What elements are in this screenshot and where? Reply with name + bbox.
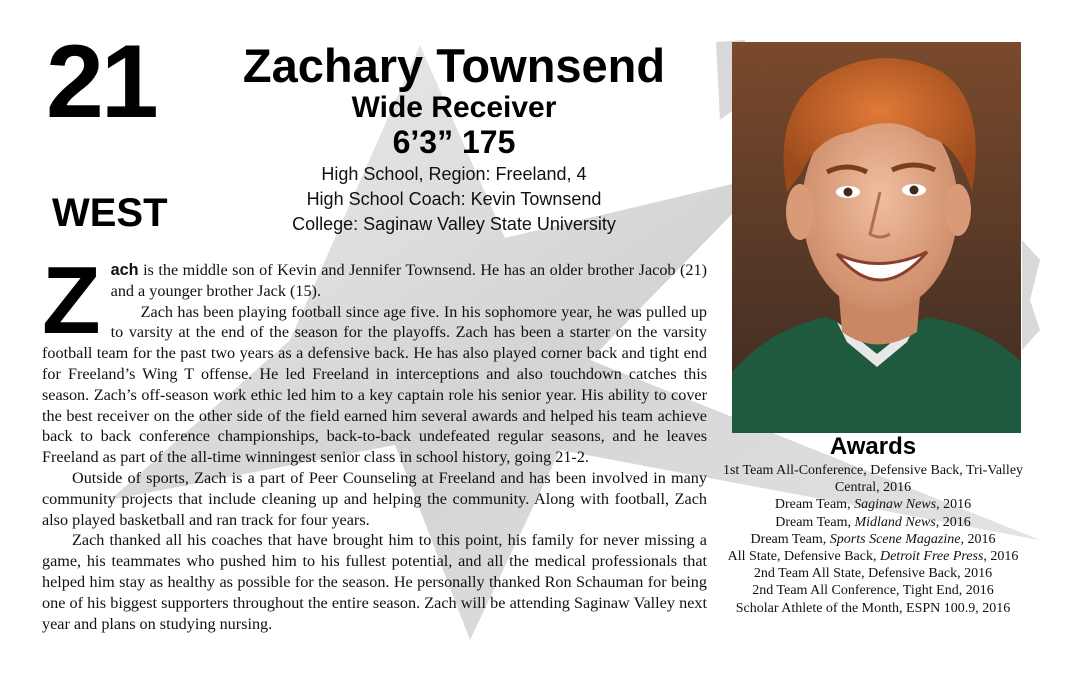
award-item: Dream Team, Saginaw News, 2016 [774, 497, 972, 513]
player-header [196, 40, 712, 237]
drop-cap: Z [42, 247, 101, 354]
award-item: Dream Team, Sports Scene Magazine, 2016 [750, 531, 996, 547]
biography [42, 247, 707, 634]
team-label: WEST [52, 191, 168, 235]
award-item: Dream Team, Midland News, 2016 [775, 514, 971, 530]
player-name: Zachary Townsend [242, 39, 666, 92]
award-item: 2nd Team All Conference, Tight End, 2016 [752, 583, 994, 599]
award-item: 1st Team All-Conference, Defensive Back, Tri-Valley Central, 2016 [722, 463, 1024, 496]
award-item: 2nd Team All State, Defensive Back, 2016 [753, 566, 993, 582]
player-info [196, 162, 712, 237]
bio-paragraph-4: Zach thanked all his coaches that have brought him to this point, his family for never missing a game, his teammates who pushed him to his fullest potential, and all the medical professionals that helped him stay as healthy as possible for the season. He personally thanked Ron Schauman for being one of his biggest supporters throughout the entire season. Zach will be attending Saginaw Valley next year and plans on studying nursing. [42, 531, 707, 633]
awards-section [722, 432, 1024, 617]
high-school-coach: High School Coach: Kevin Townsend [306, 189, 602, 209]
award-item: Scholar Athlete of the Month, ESPN 100.9, 2016 [735, 600, 1011, 616]
player-position: Wide Receiver [351, 91, 557, 124]
michigan-outline-lower-graphic [1022, 240, 1040, 350]
awards-list [722, 462, 1024, 617]
bio-paragraph-1-text: is the middle son of Kevin and Jennifer Townsend. He has an older brother Jacob (21) and a younger brother Jack (15). [110, 261, 707, 300]
height-weight: 6’3” 175 [392, 124, 516, 160]
awards-title: Awards [829, 433, 917, 460]
player-portrait [732, 42, 1021, 433]
player-portrait-image [732, 42, 1021, 433]
jersey-number: 21 [46, 24, 156, 140]
college: College: Saginaw Valley State University [292, 214, 616, 234]
bio-lead-word: ach [110, 261, 139, 279]
award-item: All State, Defensive Back, Detroit Free Press, 2016 [727, 549, 1019, 565]
bio-paragraph-1 [42, 247, 707, 354]
bio-paragraph-2: Zach has been playing football since age five. In his sophomore year, he was pulled up to varsity at the end of the season for the playoffs. Zach has been a starter on the varsity football team for the past two years as a defensive back. He has also played corner back and tight end for Freeland’s Wing T offense. He led Freeland in interceptions and also touchdown catches this season. Zach’s off-season work ethic led him to a key captain role his senior year. His ability to cover the best receiver on the other side of the field earned him several awards and helped his team achieve back to back conference championships, back-to-back undefeated regular seasons, and he leaves Freeland as part of the all-time winningest senior class in school history, going 21-2. [42, 302, 707, 467]
high-school-region: High School, Region: Freeland, 4 [321, 164, 587, 184]
bio-paragraph-3: Outside of sports, Zach is a part of Peer Counseling at Freeland and has been involved in many community projects that include cleaning up and helping the community. Along with football, Zach also played basketball and ran track for four years. [42, 468, 707, 529]
